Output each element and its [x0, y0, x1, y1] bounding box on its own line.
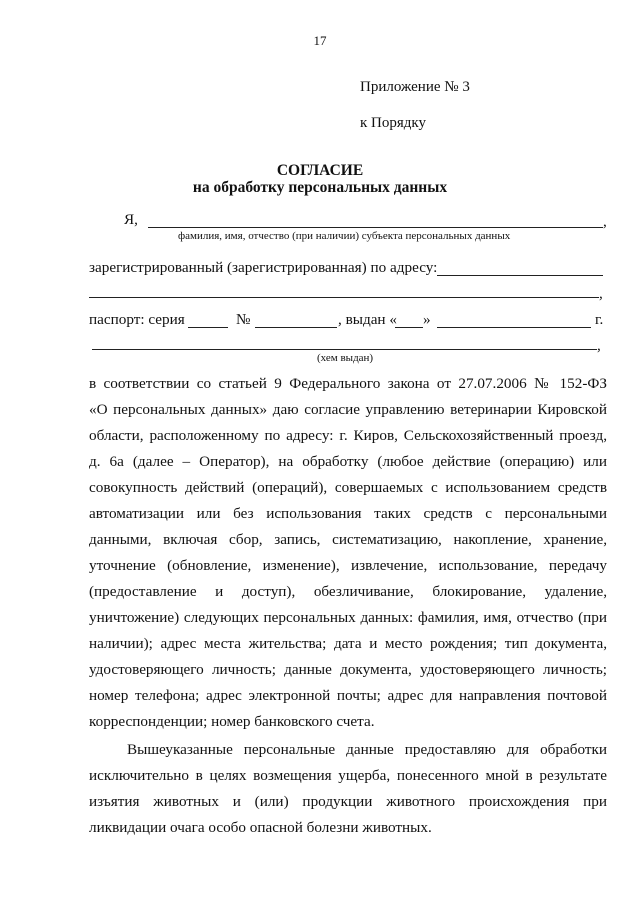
paragraph-line: корреспонденции; номер банковского счета.: [89, 713, 375, 730]
issuer-field[interactable]: [92, 349, 597, 350]
address-field-2[interactable]: [89, 297, 599, 298]
appendix-to-label: к Порядку: [360, 115, 426, 131]
paragraph-line: уточнение (обновление, изменение), извлечение, использование, передачу: [89, 557, 607, 574]
paragraph-line: «О персональных данных» даю согласие управлению ветеринарии Кировской: [89, 401, 607, 418]
document-subtitle: на обработку персональных данных: [192, 179, 448, 196]
year-label: г.: [595, 311, 604, 328]
issued-label: , выдан «: [338, 311, 397, 328]
paragraph-line: ликвидации очага особо опасной болезни животных.: [89, 819, 432, 836]
paragraph-line: в соответствии со статьей 9 Федерального закона от 27.07.2006 № 152-ФЗ: [89, 375, 607, 392]
page-number: 17: [313, 33, 327, 48]
name-end-comma: ,: [603, 213, 607, 230]
passport-series-field[interactable]: [188, 327, 228, 328]
paragraph-line: Вышеуказанные персональные данные предоставляю для обработки: [127, 741, 607, 758]
paragraph-line: исключительно в целях возмещения ущерба, понесенного мной в результате: [89, 767, 607, 784]
i-label: Я,: [124, 211, 138, 228]
issued-month-field[interactable]: [437, 327, 591, 328]
paragraph-line: данными, включая сбор, запись, систематизацию, накопление, хранение,: [89, 531, 607, 548]
passport-label: паспорт: серия: [89, 311, 185, 328]
paragraph-line: изъятия животных и (или) продукции животного происхождения при: [89, 793, 607, 810]
address-field-1[interactable]: [437, 275, 603, 276]
issuer-end-comma: ,: [597, 337, 601, 354]
paragraph-line: совокупность действий (операций), совершаемых с использованием средств: [89, 479, 607, 496]
appendix-label: Приложение № 3: [360, 79, 470, 95]
address-end-comma: ,: [599, 285, 603, 302]
passport-number-label: №: [236, 311, 251, 328]
paragraph-line: (предоставление и доступ), обезличивание, блокирование, удаление,: [89, 583, 607, 600]
paragraph-line: удостоверяющего личность; данные документа, удостоверяющего личность;: [89, 661, 607, 678]
name-hint: фамилия, имя, отчество (при наличии) субъекта персональных данных: [178, 230, 511, 242]
paragraph-line: автоматизации или без использования таких средств с персональными: [89, 505, 607, 522]
document-title: СОГЛАСИЕ: [276, 162, 364, 179]
issuer-hint: (хем выдан): [317, 352, 374, 364]
paragraph-line: области, расположенному по адресу: г. Киров, Сельскохозяйственный проезд,: [89, 427, 607, 444]
issued-quote: »: [423, 311, 431, 328]
paragraph-line: наличии); адрес места жительства; дата и место рождения; тип документа,: [89, 635, 607, 652]
paragraph-line: д. 6а (далее – Оператор), на обработку (любое действие (операцию) или: [89, 453, 607, 470]
paragraph-line: уничтожение) следующих персональных данных: фамилия, имя, отчество (при: [89, 609, 607, 626]
registered-label: зарегистрированный (зарегистрированная) по адресу:: [89, 259, 438, 276]
issued-day-field[interactable]: [395, 327, 423, 328]
passport-number-field[interactable]: [255, 327, 337, 328]
full-name-field[interactable]: [148, 227, 603, 228]
paragraph-line: номер телефона; адрес электронной почты; адрес для направления почтовой: [89, 687, 607, 704]
